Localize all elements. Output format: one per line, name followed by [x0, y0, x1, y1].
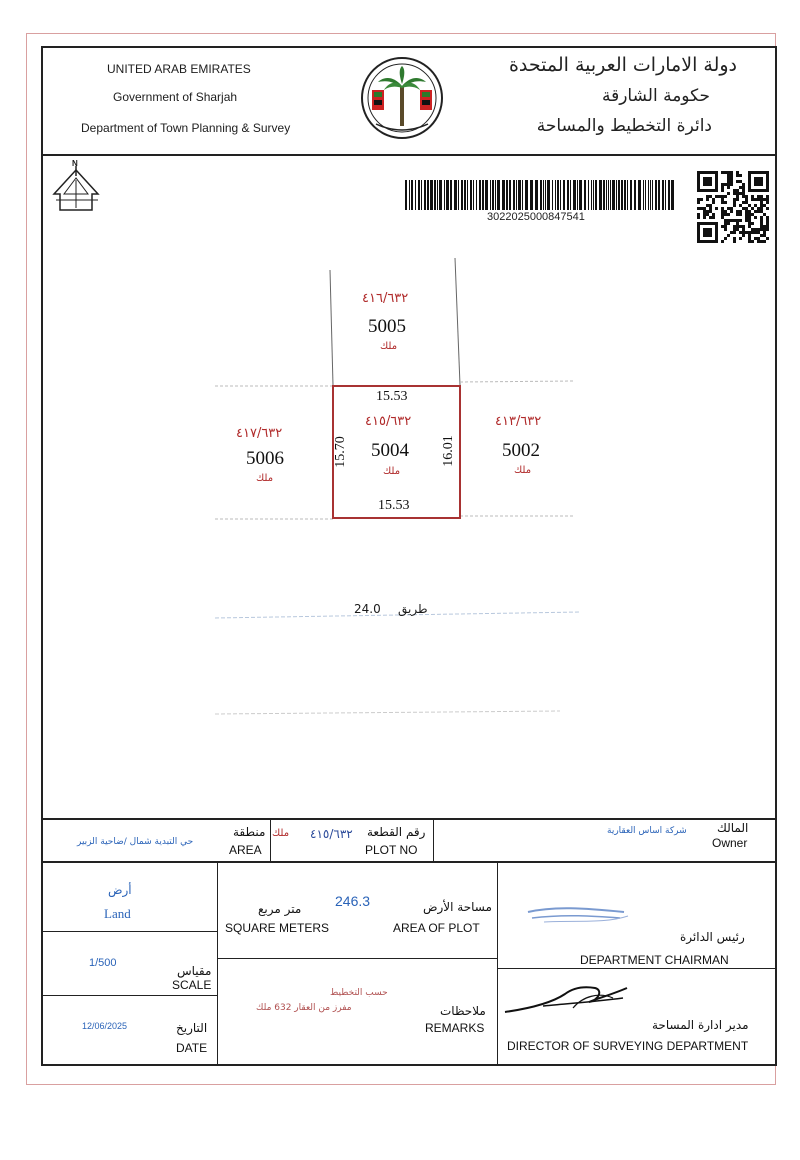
table-right-line	[497, 968, 777, 969]
barcode-number: 3022025000847541	[487, 211, 585, 223]
header-gov-en: Government of Sharjah	[113, 90, 238, 104]
table-top-line	[41, 818, 777, 820]
scale-value: 1/500	[89, 957, 117, 969]
area-of-plot-value: 246.3	[335, 893, 371, 909]
plot-label-en: PLOT NO	[365, 843, 418, 857]
table-left-line1	[41, 931, 217, 932]
chairman-signature-icon	[524, 900, 634, 930]
land-ar: أرض	[108, 883, 132, 897]
remarks-value-1: حسب التخطيط	[330, 988, 388, 998]
header-dept-ar: دائرة التخطيط والمساحة	[536, 116, 712, 136]
scale-label-ar: مقياس	[177, 964, 212, 978]
director-label-ar: مدير ادارة المساحة	[652, 1018, 749, 1032]
header-country-ar: دولة الامارات العربية المتحدة	[508, 54, 737, 76]
table-vline-2	[497, 861, 498, 1064]
chairman-label-ar: رئيس الدائرة	[680, 930, 745, 944]
plot-5002-owner: ملك	[514, 465, 532, 476]
plot-5002-id: ٤١٣/٦٣٢	[495, 414, 542, 429]
table-mid-line	[217, 958, 497, 959]
plot-5004-id: ٤١٥/٦٣٢	[365, 414, 412, 429]
area-of-plot-label-en: AREA OF PLOT	[393, 921, 480, 935]
scale-label-en: SCALE	[172, 978, 212, 992]
dim-top: 15.53	[376, 389, 408, 404]
date-label-ar: التاريخ	[176, 1021, 208, 1035]
road-width: 24.0	[354, 602, 381, 616]
area-of-plot-label-ar: مساحة الأرض	[423, 900, 492, 914]
land-en: Land	[104, 906, 131, 921]
area-label-en: AREA	[229, 843, 262, 857]
table-row1-line	[41, 861, 777, 863]
remarks-value-2: مفرز من العقار 632 ملك	[256, 1003, 352, 1013]
plot-5005-id: ٤١٦/٦٣٢	[362, 291, 409, 306]
plot-5004-owner: ملك	[383, 466, 401, 477]
table-left-line2	[41, 995, 217, 996]
sqm-label-ar: متر مربع	[258, 902, 302, 916]
dim-left: 15.70	[332, 436, 348, 468]
header-dept-en: Department of Town Planning & Survey	[81, 121, 291, 135]
sqm-label-en: SQUARE METERS	[225, 921, 330, 935]
plot-5006-id: ٤١٧/٦٣٢	[236, 426, 283, 441]
plot-5006-number: 5006	[246, 448, 284, 469]
plot-5005-number: 5005	[368, 316, 406, 337]
road-label: طريق	[398, 602, 428, 616]
director-label-en: DIRECTOR OF SURVEYING DEPARTMENT	[507, 1039, 749, 1053]
table-vline-1	[217, 861, 218, 1064]
date-label-en: DATE	[176, 1041, 208, 1055]
remarks-label-en: REMARKS	[425, 1021, 485, 1035]
table-vline-area	[270, 818, 271, 862]
plot-label-ar: رقم القطعة	[367, 825, 426, 839]
owner-value: شركة اساس العقارية	[607, 826, 687, 836]
north-label: N	[72, 159, 78, 168]
dim-right: 16.01	[440, 435, 456, 467]
plot-5002-number: 5002	[502, 440, 540, 461]
plot-5006-owner: ملك	[256, 473, 274, 484]
area-label-ar: منطقة	[233, 825, 266, 839]
owner-label-ar: المالك	[717, 821, 749, 835]
plot-value-suffix: ملك	[272, 828, 290, 839]
plot-value: ٤١٥/٦٣٢	[310, 827, 353, 841]
dim-bottom: 15.53	[378, 498, 410, 513]
plot-5004-number: 5004	[371, 440, 409, 461]
date-value: 12/06/2025	[82, 1021, 128, 1031]
plot-5005-owner: ملك	[380, 341, 398, 352]
header-country-en: UNITED ARAB EMIRATES	[107, 62, 251, 76]
chairman-label-en: DEPARTMENT CHAIRMAN	[580, 953, 729, 967]
remarks-label-ar: ملاحظات	[440, 1004, 486, 1018]
director-signature-icon	[503, 978, 633, 1018]
owner-label-en: Owner	[712, 836, 748, 850]
table-vline-plot	[433, 818, 434, 862]
header-gov-ar: حكومة الشارقة	[601, 86, 710, 106]
area-value: حي التبدية شمال /ضاحية الزبير	[77, 837, 194, 847]
